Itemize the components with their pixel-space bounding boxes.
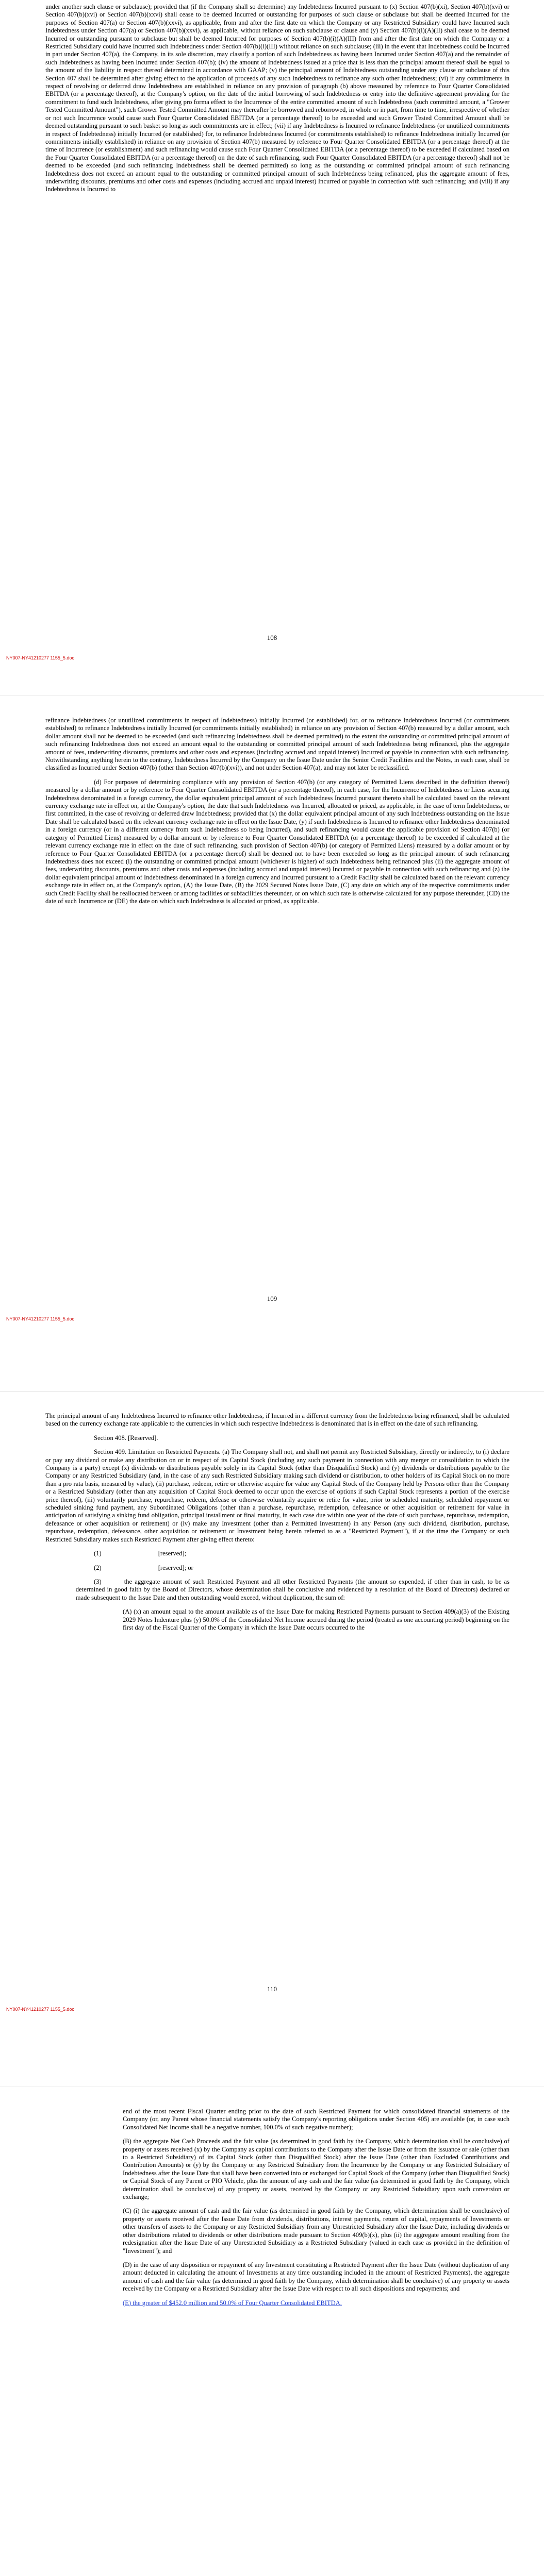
list-item <box>45 1550 509 1557</box>
paragraph: Section 409. Limitation on Restricted Payments. (a) The Company shall not, and shall not permit any Restricted Subsidiary, directly or indirectly, to (i) declare or pay any dividend or make any distribution on or in respect of its Capital Stock (including any such payment in connection with any merger or consolidation to which the Company is a party) except (x) dividends or distributions payable solely in its Capital Stock (other than Disqualified Stock) and (y) dividends or distributions payable to the Company or any Restricted Subsidiary (and, in the case of any such Restricted Subsidiary making such dividend or distribution, to other holders of its Capital Stock on no more than a pro rata basis, measured by value), (ii) purchase, redeem, retire or otherwise acquire for value any Capital Stock of the Company held by Persons other than the Company or a Restricted Subsidiary (other than any acquisition of Capital Stock deemed to occur upon the exercise of options if such Capital Stock represents a portion of the exercise price thereof), (iii) voluntarily purchase, repurchase, redeem, defease or otherwise voluntarily acquire or retire for value, prior to scheduled maturity, scheduled repayment or scheduled sinking fund payment, any Subordinated Obligations (other than a purchase, repurchase, redemption, defeasance or other acquisition or retirement for value in anticipation of satisfying a sinking fund obligation, principal installment or final maturity, in each case due within one year of the date of such purchase, repurchase, redemption, defeasance or other acquisition or retirement) or (iv) make any Investment (other than a Permitted Investment) in any Person (any such dividend, distribution, purchase, repurchase, redemption, defeasance, other acquisition or retirement or Investment being herein referred to as a "Restricted Payment"), if at the time the Company or such Restricted Subsidiary makes such Restricted Payment after giving effect thereto: <box>45 1448 509 1543</box>
paragraph: (D) in the case of any disposition or repayment of any Investment constituting a Restricted Payment after the Issue Date (without duplication of any amount deducted in calculating the amount of Investments at any time outstanding included in the amount of Restricted Payments), the aggregate amount of cash and the fair value (as determined in good faith by the Company, which determination shall be conclusive) of any property or assets received by the Company or a Restricted Subsidiary after the Issue Date with respect to all such dispositions and repayments; and <box>123 2261 509 2293</box>
list-item-text: [reserved]; <box>158 1550 187 1557</box>
page-108 <box>0 0 544 696</box>
page-111-body <box>45 2108 509 2307</box>
list-item <box>45 1564 509 1572</box>
list-item-text: the aggregate amount of such Restricted Payment and all other Restricted Payments (the amount so expended, if other than in cash, to be as determined in good faith by the Board of Directors, whose determination shall be conclusive and evidenced by a resolution of the Board of Directors) declared or made subsequent to the Issue Date and then outstanding would exceed, without duplication, the sum of: <box>75 1578 509 1601</box>
paragraph: (C) (i) the aggregate amount of cash and the fair value (as determined in good faith by the Company, which determination shall be conclusive) of property or assets received after the Issue Date from dividends, distributions, interest payments, return of capital, repayments of Investments or other transfers of assets to the Company or any Restricted Subsidiary from any Unrestricted Subsidiary after the Issue Date, including dividends or other distributions related to dividends or other distributions made pursuant to Section 409(b)(x), plus (ii) the aggregate amount resulting from the redesignation after the Issue Date of any Unrestricted Subsidiary as a Restricted Subsidiary (valued in each case as provided in the definition of "Investment"); and <box>123 2207 509 2255</box>
section-heading: Section 408. [Reserved]. <box>94 1434 158 1442</box>
page-number: 108 <box>267 634 277 641</box>
list-item-number: (1) <box>94 1550 102 1557</box>
list-item-number: (2) <box>94 1564 102 1571</box>
page-110-body <box>45 1412 509 1632</box>
sub-item: (A) (x) an amount equal to the amount available as of the Issue Date for making Restricted Payments pursuant to Section 409(a)(3) of the Existing 2029 Notes Indenture plus (y) 50.0% of the Consolidated Net Income accrued during the period (treated as one accounting period) beginning on the first day of the Fiscal Quarter of the Company in which the Issue Date occurs occurred to the <box>123 1608 509 1631</box>
paragraph: (d) For purposes of determining compliance with any provision of Section 407(b) (or any category of Permitted Liens described in the definition thereof) measured by a dollar amount or by reference to Four Quarter Consolidated EBITDA (or a percentage thereof), in each case, for the Incurrence of Indebtedness or Liens securing Indebtedness denominated in a foreign currency, the dollar equivalent principal amount of such Indebtedness Incurred pursuant thereto shall be calculated based on the relevant currency exchange rate in effect on, at the Company's option, the date that such Indebtedness was Incurred, allocated or priced, as applicable, in the case of term Indebtedness, or first committed, in the case of revolving or deferred draw Indebtedness; provided that (x) the dollar equivalent principal amount of any such Indebtedness outstanding on the Issue Date shall be calculated based on the relevant currency exchange rate in effect on the Issue Date, (y) if such Indebtedness is Incurred to refinance other Indebtedness denominated in a foreign currency (or in a different currency from such Indebtedness so being Incurred), and such refinancing would cause the applicable provision of Section 407(b) (or category of Permitted Liens) measured by a dollar amount or by reference to Four Quarter Consolidated EBITDA (or a percentage thereof) to be exceeded if calculated at the relevant currency exchange rate in effect on the date of such refinancing, such provision of Section 407(b) (or category of Permitted Liens) measured by a dollar amount or by reference to Four Quarter Consolidated EBITDA (or a percentage thereof) shall be deemed not to have been exceeded so long as the principal amount of such refinancing Indebtedness does not exceed (i) the outstanding or committed principal amount (whichever is higher) of such Indebtedness being refinanced plus (ii) the aggregate amount of fees, underwriting discounts, premiums and other costs and expenses (including accrued and unpaid interest) Incurred or payable in connection with such refinancing and (z) the dollar equivalent principal amount of Indebtedness denominated in a foreign currency and Incurred pursuant to a Credit Facility shall be calculated based on the relevant currency exchange rate in effect on, at the Company's option, (A) the Issue Date, (B) the 2029 Secured Notes Issue Date, (C) any date on which any of the respective commitments under such Credit Facility shall be reallocated between or among facilities or subfacilities thereunder, or on which such rate is otherwise calculated for any purpose thereunder, (CD) the date of such Incurrence or (DE) the date on which such Indebtedness is allocated or priced, as applicable. <box>45 778 509 905</box>
list-item-text: [reserved]; or <box>158 1564 193 1571</box>
page-109-body <box>45 717 509 905</box>
paragraph: end of the most recent Fiscal Quarter ending prior to the date of such Restricted Payment for which consolidated financial statements of the Company (or, any Parent whose financial statements satisfy the Company's reporting obligations under Section 405) are available (or, in case such Consolidated Net Income shall be a negative number, 100.0% of such negative number); <box>123 2108 509 2131</box>
page-108-body <box>45 3 509 194</box>
inserted-paragraph: (E) the greater of $452.0 million and 50.0% of Four Quarter Consolidated EBITDA. <box>123 2299 342 2307</box>
document-footer: NY007-NY41210277 1155_5.doc <box>6 655 74 660</box>
page-111 <box>0 2087 544 2576</box>
paragraph: The principal amount of any Indebtedness Incurred to refinance other Indebtedness, if Incurred in a different currency from the Indebtedness being refinanced, shall be calculated based on the currency exchange rate applicable to the currencies in which such respective Indebtedness is denominated that is in effect on the date of such refinancing. <box>45 1412 509 1428</box>
page-110 <box>0 1392 544 2087</box>
document-footer: NY007-NY41210277 1155_5.doc <box>6 2007 74 2012</box>
paragraph: under another such clause or subclause); provided that (if the Company shall so determine) any Indebtedness Incurred pursuant to (x) Section 407(b)(xi), Section 407(b)(xvi) or Section 407(b)(xvi) or Section 407(b)(xxvi) shall cease to be deemed Incurred or outstanding for purposes of such clause or subclause but shall be deemed Incurred for the purposes of Section 407(a) or Section 407(b)(xxvi), as applicable, from and after the first date on which the Company or any Restricted Subsidiary could have Incurred such Indebtedness under Section 407(a) or Section 407(b)(xxvi), as applicable, without reliance on such subclause or clause and (y) Section 407(b)(i)(A)(II) shall cease to be deemed Incurred or outstanding pursuant to subclause but shall be deemed Incurred for purposes of Section 407(b)(i)(A)(III) from and after the first date on which the Company or a Restricted Subsidiary could have Incurred such Indebtedness under Section 407(b)(i)(III) without reliance on such subclause; (iii) in the event that Indebtedness could be Incurred in part under Section 407(a), the Company, in its sole discretion, may classify a portion of such Indebtedness as having been Incurred under Section 407(a) and the remainder of such Indebtedness as having been Incurred under Section 407(b); (iv) the amount of Indebtedness issued at a price that is less than the principal amount thereof shall be equal to the amount of the liability in respect thereof determined in accordance with GAAP; (v) the principal amount of Indebtedness outstanding under any clause or subclause of this Section 407 shall be determined after giving effect to the application of proceeds of any such Indebtedness to refinance any such other Indebtedness; (vi) if any commitments in respect of revolving or deferred draw Indebtedness are established in reliance on any provision of paragraph (b) above measured by reference to Four Quarter Consolidated EBITDA (or a percentage thereof), at the Company's option, on the date of the initial borrowing of such Indebtedness or entry into the definitive agreement providing for the commitment to fund such Indebtedness, after giving pro forma effect to the Incurrence of the entire committed amount of such Indebtedness (such committed amount, a "Grower Tested Committed Amount"), such Grower Tested Committed Amount may thereafter be borrowed and reborrowed, in whole or in part, from time to time, irrespective of whether or not such Incurrence would cause such Four Quarter Consolidated EBITDA (or a percentage thereof) to be exceeded and such Grower Tested Committed Amount shall be deemed outstanding pursuant to such basket so long as such commitments are in effect; (vii) if any Indebtedness is Incurred to refinance Indebtedness (or unutilized commitments in respect of Indebtedness) initially Incurred (or established) for, to refinance Indebtedness Incurred (or commitments established) to refinance Indebtedness initially Incurred (or commitments initially established) in reliance on any provision of Section 407(b) measured by reference to Four Quarter Consolidated EBITDA (or a percentage thereof) at the time of Incurrence (or establishment) and such refinancing would cause such Four Quarter Consolidated EBITDA (or a percentage thereof) to be exceeded if calculated based on the Four Quarter Consolidated EBITDA (or a percentage thereof) on the date of such refinancing, such Four Quarter Consolidated EBITDA (or a percentage thereof) shall not be deemed to be exceeded (and such refinancing Indebtedness shall be deemed permitted) so long as the outstanding or committed principal amount of such refinancing Indebtedness does not exceed an amount equal to the outstanding or committed principal amount of such Indebtedness being refinanced, plus the aggregate amount of fees, underwriting discounts, premiums and other costs and expenses (including accrued and unpaid interest) Incurred or payable in connection with such refinancing; and (viii) if any Indebtedness is Incurred to <box>45 3 509 193</box>
document-footer: NY007-NY41210277 1155_5.doc <box>6 1316 74 1321</box>
paragraph: refinance Indebtedness (or unutilized commitments in respect of Indebtedness) initially Incurred (or established) for, or to refinance Indebtedness Incurred (or commitments established) to refinance Indebtedness initially Incurred (or commitments initially established) in reliance on any provision of Section 407(b) measured by a dollar amount, such dollar amount shall not be deemed to be exceeded (and such refinancing Indebtedness shall be deemed permitted) to the extent the outstanding or committed principal amount of such refinancing Indebtedness does not exceed an amount equal to the outstanding or committed principal amount of such Indebtedness being refinanced, plus the aggregate amount of fees, underwriting discounts, premiums and other costs and expenses (including accrued and unpaid interest) Incurred or payable in connection with such refinancing. Notwithstanding anything herein to the contrary, Indebtedness Incurred by the Company on the Issue Date under the Senior Credit Facilities and the Notes, in each case, shall be classified as Incurred under Section 407(b) (other than Section 407(b)(xvi)), and not under Section 407(a), and may not later be reclassified. <box>45 717 509 772</box>
paragraph: (B) the aggregate Net Cash Proceeds and the fair value (as determined in good faith by the Company, which determination shall be conclusive) of property or assets received (x) by the Company as capital contributions to the Company after the Issue Date or from the issuance or sale (other than to a Restricted Subsidiary) of its Capital Stock (other than Disqualified Stock) after the Issue Date (other than Excluded Contributions and Contribution Amounts) or (y) by the Company or any Restricted Subsidiary from the Incurrence by the Company or any Restricted Subsidiary of Indebtedness after the Issue Date that shall have been converted into or exchanged for Capital Stock of the Company (other than Disqualified Stock) or Capital Stock of any Parent or PIO Vehicle, plus the amount of any cash and the fair value (as determined in good faith by the Company, which determination shall be conclusive) of any property or assets, received by the Company or any Restricted Subsidiary upon such conversion or exchange; <box>123 2138 509 2201</box>
list-item <box>45 1578 509 1602</box>
list-item-number: (3) <box>94 1578 102 1585</box>
page-number: 109 <box>267 1295 277 1302</box>
page-109 <box>0 696 544 1391</box>
page-number: 110 <box>267 1985 277 1993</box>
